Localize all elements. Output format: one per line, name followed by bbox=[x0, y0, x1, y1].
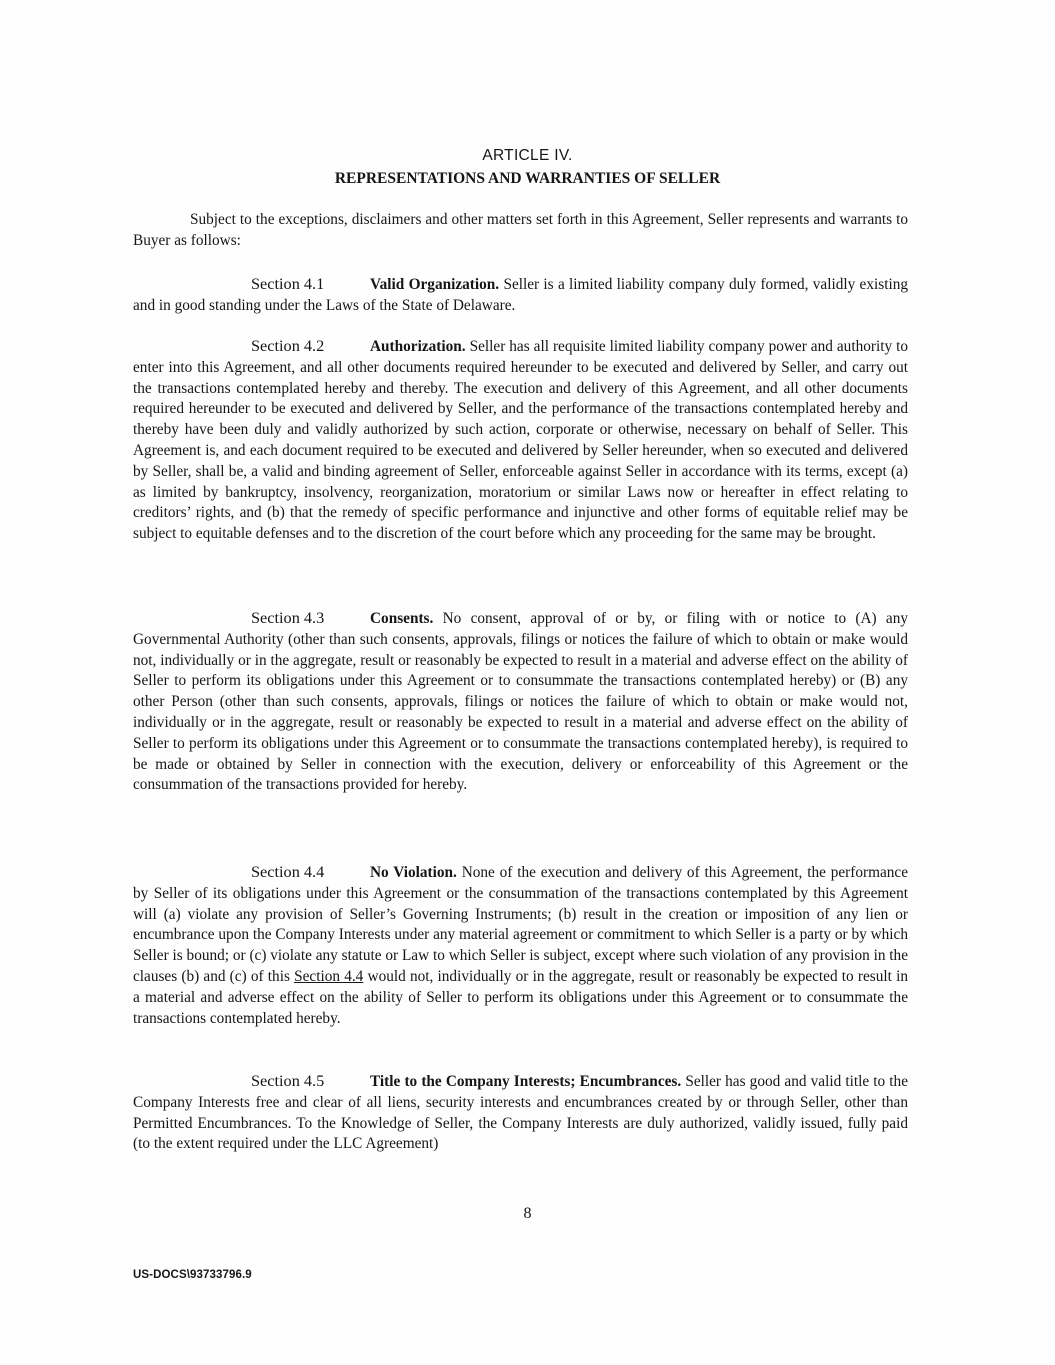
section-body: Seller has good and valid title to the Company Interests free and clear of all liens, security interests and encumbrances created by or through Seller, other than Permitted Encumbrances. To the Knowledge of Seller, the Company Interests are duly authorized, validly issued, fully paid (to the extent required under the LLC Agreement) bbox=[133, 1073, 908, 1153]
section-title: Valid Organization. bbox=[370, 276, 500, 293]
section-title: Authorization. bbox=[370, 338, 466, 355]
intro-text: Subject to the exceptions, disclaimers and other matters set forth in this Agreement, Seller represents and warrants to Buyer as follows: bbox=[133, 211, 908, 249]
section-label: Section 4.1 bbox=[251, 274, 325, 293]
section-label: Section 4.2 bbox=[251, 336, 325, 355]
section-4-1 bbox=[133, 274, 908, 317]
article-title: REPRESENTATIONS AND WARRANTIES OF SELLER bbox=[334, 170, 721, 187]
intro-paragraph bbox=[133, 210, 908, 252]
section-4-4 bbox=[133, 862, 908, 1029]
section-4-5 bbox=[133, 1071, 908, 1155]
section-4-2 bbox=[133, 336, 908, 545]
document-id: US-DOCS\93733796.9 bbox=[133, 1269, 252, 1281]
section-reference-link: Section 4.4 bbox=[294, 967, 364, 985]
section-4-3 bbox=[133, 608, 908, 796]
page-number: 8 bbox=[523, 1205, 532, 1222]
section-body: None of the execution and delivery of this Agreement, the performance by Seller of its obligations under this Agreement or the consummation of the transactions contemplated by this Agreement will (a) violate any provision of Seller’s Governing Instruments; (b) result in the creation or imposition of any lien or encumbrance upon the Company Interests under any material agreement or commitment to which Seller is a party or by which Seller is bound; or (c) violate any statute or Law to which Seller is subject, except where such violation of any provision in the clauses (b) and (c) of this bbox=[133, 864, 909, 985]
section-label: Section 4.3 bbox=[251, 608, 325, 627]
section-title: Title to the Company Interests; Encumbrances. bbox=[370, 1073, 682, 1090]
article-number: ARTICLE IV. bbox=[482, 147, 573, 164]
section-body-continued: would not, individually or in the aggregate, result or reasonably be expected to result in a material and adverse effect on the ability of Seller to perform its obligations under this Agreement or to consummate the transactions contemplated hereby. bbox=[133, 967, 908, 1027]
section-title: No Violation. bbox=[370, 864, 457, 881]
section-label: Section 4.5 bbox=[251, 1071, 325, 1090]
section-body: Seller has all requisite limited liability company power and authority to enter into this Agreement, and all other documents required hereunder to be executed and delivered by Seller, and carry out the transactions contemplated hereby and thereby. The execution and delivery of this Agreement, and all other documents required hereunder to be executed and delivered by Seller, and the performance of the transactions contemplated hereby and thereby have been duly and validly authorized by such action, corporate or otherwise, necessary on behalf of Seller. This Agreement is, and each document required to be executed and delivered by Seller hereunder, when so executed and delivered by Seller, shall be, a valid and binding agreement of Seller, enforceable against Seller in accordance with its terms, except (a) as limited by bankruptcy, insolvency, reorganization, moratorium or similar Laws now or hereafter in effect relating to creditors’ rights, and (b) that the remedy of specific performance and injunctive and other forms of equitable relief may be subject to equitable defenses and to the discretion of the court before which any proceeding for the same may be brought. bbox=[133, 338, 908, 543]
section-body: No consent, approval of or by, or filing with or notice to (A) any Governmental Authority (other than such consents, approvals, filings or notices the failure of which to obtain or make would not, individually or in the aggregate, result or reasonably be expected to result in a material and adverse effect on the ability of Seller to perform its obligations under this Agreement or to consummate the transactions contemplated hereby) or (B) any other Person (other than such consents, approvals, filings or notices the failure of which to obtain or make would not, individually or in the aggregate, result or reasonably be expected to result in a material and adverse effect on the ability of Seller to perform its obligations under this Agreement or to consummate the transactions contemplated hereby), is required to be made or obtained by Seller in connection with the execution, delivery or enforceability of this Agreement or the consummation of the transactions provided for hereby. bbox=[133, 610, 908, 794]
section-label: Section 4.4 bbox=[251, 862, 325, 881]
section-body: Seller is a limited liability company duly formed, validly existing and in good standing under the Laws of the State of Delaware. bbox=[133, 276, 908, 314]
section-title: Consents. bbox=[370, 610, 434, 627]
